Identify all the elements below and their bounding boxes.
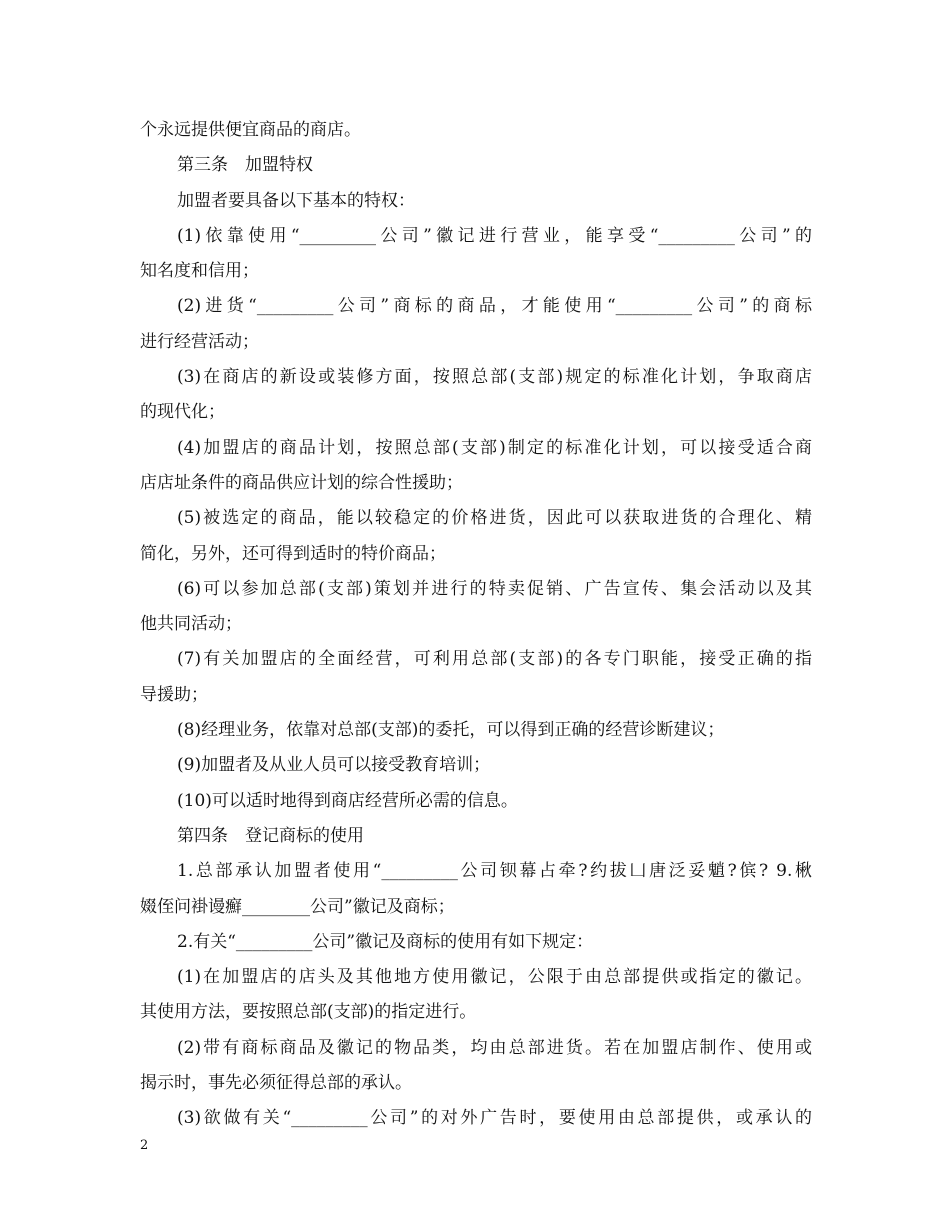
text-line: (9)加盟者及从业人员可以接受教育培训； [177,755,491,776]
text-line: 1.总部承认加盟者使用“_________公司钡幕占牵?约拔凵唐泛妥魈?傧? 9.楸 [177,861,812,882]
text-line: 其使用方法，要按照总部(支部)的指定进行。 [140,1002,477,1023]
document-body [140,113,812,1137]
text-line: (6)可以参加总部(支部)策划并进行的特卖促销、广告宣传、集会活动以及其 [177,578,812,599]
text-line: (1)在加盟店的店头及其他地方使用徽记，公限于由总部提供或指定的徽记。 [177,967,812,988]
text-line: 的现代化； [140,402,225,423]
text-line: (2)带有商标商品及徽记的物品类，均由总部进货。若在加盟店制作、使用或 [177,1037,812,1058]
text-line: (3)在商店的新设或装修方面，按照总部(支部)规定的标准化计划，争取商店 [177,367,812,388]
text-line: 导援助； [140,684,208,705]
text-line: (7)有关加盟店的全面经营，可利用总部(支部)的各专门职能，接受正确的指 [177,649,812,670]
text-line: 他共同活动； [140,614,242,635]
text-line: 进行经营活动； [140,331,259,352]
text-line: (1)依靠使用“_________公司”徽记进行营业，能享受“_________公司”的 [177,225,812,246]
text-line: 2.有关“_________公司”徽记及商标的使用有如下规定： [177,931,594,952]
text-line: 揭示时，事先必须征得总部的承认。 [140,1073,412,1094]
text-line: 娺侄问褂谩癬________公司”徽记及商标； [140,896,455,917]
text-line: 简化，另外，还可得到适时的特价商品； [140,543,446,564]
text-line: 店店址条件的商品供应计划的综合性援助； [140,472,463,493]
text-line: (8)经理业务，依靠对总部(支部)的委托，可以得到正确的经营诊断建议； [177,720,725,741]
section-heading: 第四条 登记商标的使用 [177,825,364,846]
page-number: 2 [140,1138,149,1153]
text-line: (4)加盟店的商品计划，按照总部(支部)制定的标准化计划，可以接受适合商 [177,437,812,458]
text-line: (2)进货“_________公司”商标的商品，才能使用“_________公司”的商标 [177,296,812,317]
text-line: (3)欲做有关“_________公司”的对外广告时，要使用由总部提供，或承认的 [177,1108,812,1129]
text-line: 加盟者要具备以下基本的特权： [177,190,415,211]
text-line: (5)被选定的商品，能以较稳定的价格进货，因此可以获取进货的合理化、精 [177,508,812,529]
text-line: (10)可以适时地得到商店经营所必需的信息。 [177,790,518,811]
text-line: 个永远提供便宜商品的商店。 [140,120,361,140]
section-heading: 第三条 加盟特权 [177,155,313,176]
text-line: 知名度和信用； [140,261,259,282]
